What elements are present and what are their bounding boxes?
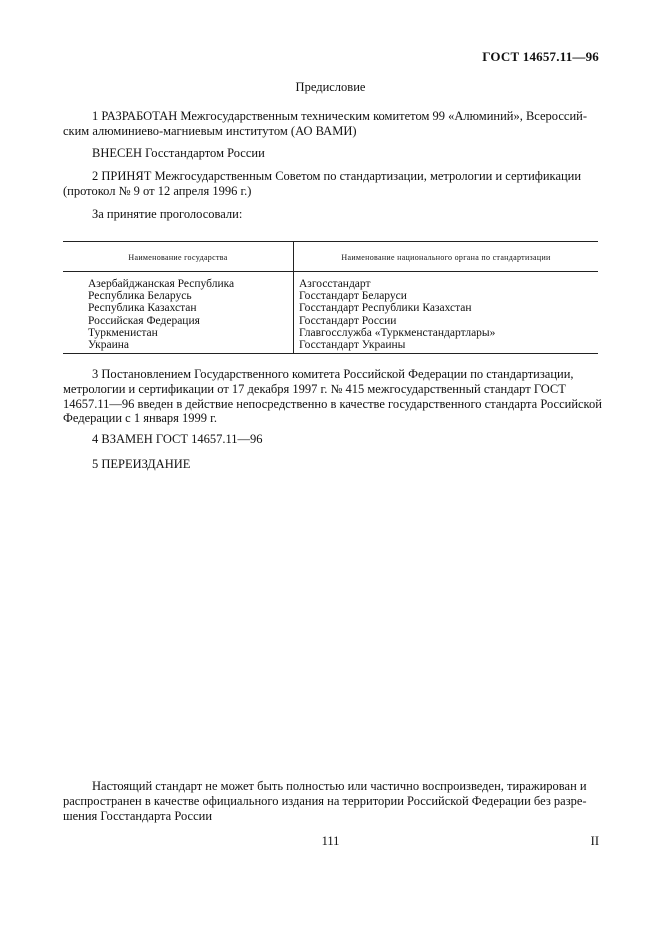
table-cell-body: Госстандарт Республики Казахстан: [299, 302, 472, 315]
paragraph-line: 5 ПЕРЕИЗДАНИЕ: [92, 457, 191, 471]
notice-line: распространен в качестве официального издания на территории Российской Федерации без разре-: [63, 793, 587, 808]
paragraph-line: (протокол № 9 от 12 апреля 1996 г.): [63, 183, 252, 198]
paragraph-line: Федерации с 1 января 1999 г.: [63, 411, 218, 426]
paragraph-introduced: [63, 146, 598, 161]
table-cell-state: Республика Казахстан: [88, 302, 197, 315]
paragraph-adopted: [63, 169, 598, 199]
paragraph-voted: [63, 207, 598, 222]
notice-line: шения Госстандарта России: [63, 808, 213, 823]
paragraph-reissue: [63, 457, 598, 472]
standard-code-header: ГОСТ 14657.11—96: [482, 49, 599, 64]
table-cell-state: Украина: [88, 339, 129, 352]
table-cell-body: Госстандарт России: [299, 314, 397, 327]
paragraph-line: метрологии и сертификации от 17 декабря 1997 г. № 415 межгосударственный стандарт ГОСТ: [63, 381, 566, 396]
table-column-bodies: [294, 242, 598, 353]
paragraph-line: 1 РАЗРАБОТАН Межгосударственным техническим комитетом 99 «Алюминий», Всероссий-: [92, 109, 588, 123]
table-cell-state: Республика Беларусь: [88, 290, 192, 303]
paragraph-line: За принятие проголосовали:: [92, 207, 243, 221]
notice-line: Настоящий стандарт не может быть полностью или частично воспроизведен, тиражирован и: [92, 779, 587, 793]
paragraph-line: 14657.11—96 введен в действие непосредственно в качестве государственного стандарта Российской: [63, 396, 602, 411]
section-roman-number: II: [590, 834, 599, 848]
bodies-list: [299, 278, 495, 351]
paragraph-line: 4 ВЗАМЕН ГОСТ 14657.11—96: [92, 432, 263, 446]
table-cell-body: Госстандарт Беларуси: [299, 290, 407, 303]
table-cell-body: Госстандарт Украины: [299, 339, 406, 352]
page-number: 111: [321, 834, 340, 848]
table-header-body: Наименование национального органа по стандартизации: [341, 253, 551, 262]
voting-table: [63, 241, 598, 354]
table-cell-body: Главгосслужба «Туркменстандартлары»: [299, 326, 496, 339]
table-header-state: Наименование государства: [128, 253, 228, 262]
paragraph-resolution: [63, 367, 602, 426]
table-header-row: [294, 242, 598, 272]
page-title: Предисловие: [295, 80, 366, 94]
paragraph-replaces: [63, 432, 598, 447]
paragraph-line: 3 Постановлением Государственного комитета Российской Федерации по стандартизации,: [92, 367, 574, 381]
table-header-row: [63, 242, 293, 272]
table-cell-state: Российская Федерация: [88, 314, 200, 327]
copyright-notice: [63, 779, 598, 823]
paragraph-line: ским алюминиево-магниевым институтом (АО ВАМИ): [63, 123, 357, 138]
table-cell-body: Азгосстандарт: [299, 278, 371, 290]
states-list: [88, 278, 234, 351]
paragraph-line: ВНЕСЕН Госстандартом России: [92, 146, 265, 160]
table-column-states: [63, 242, 294, 353]
paragraph-developed: [63, 109, 598, 139]
table-cell-state: Туркменистан: [88, 326, 158, 339]
paragraph-line: 2 ПРИНЯТ Межгосударственным Советом по стандартизации, метрологии и сертификации: [92, 169, 582, 183]
table-cell-state: Азербайджанская Республика: [88, 278, 235, 290]
